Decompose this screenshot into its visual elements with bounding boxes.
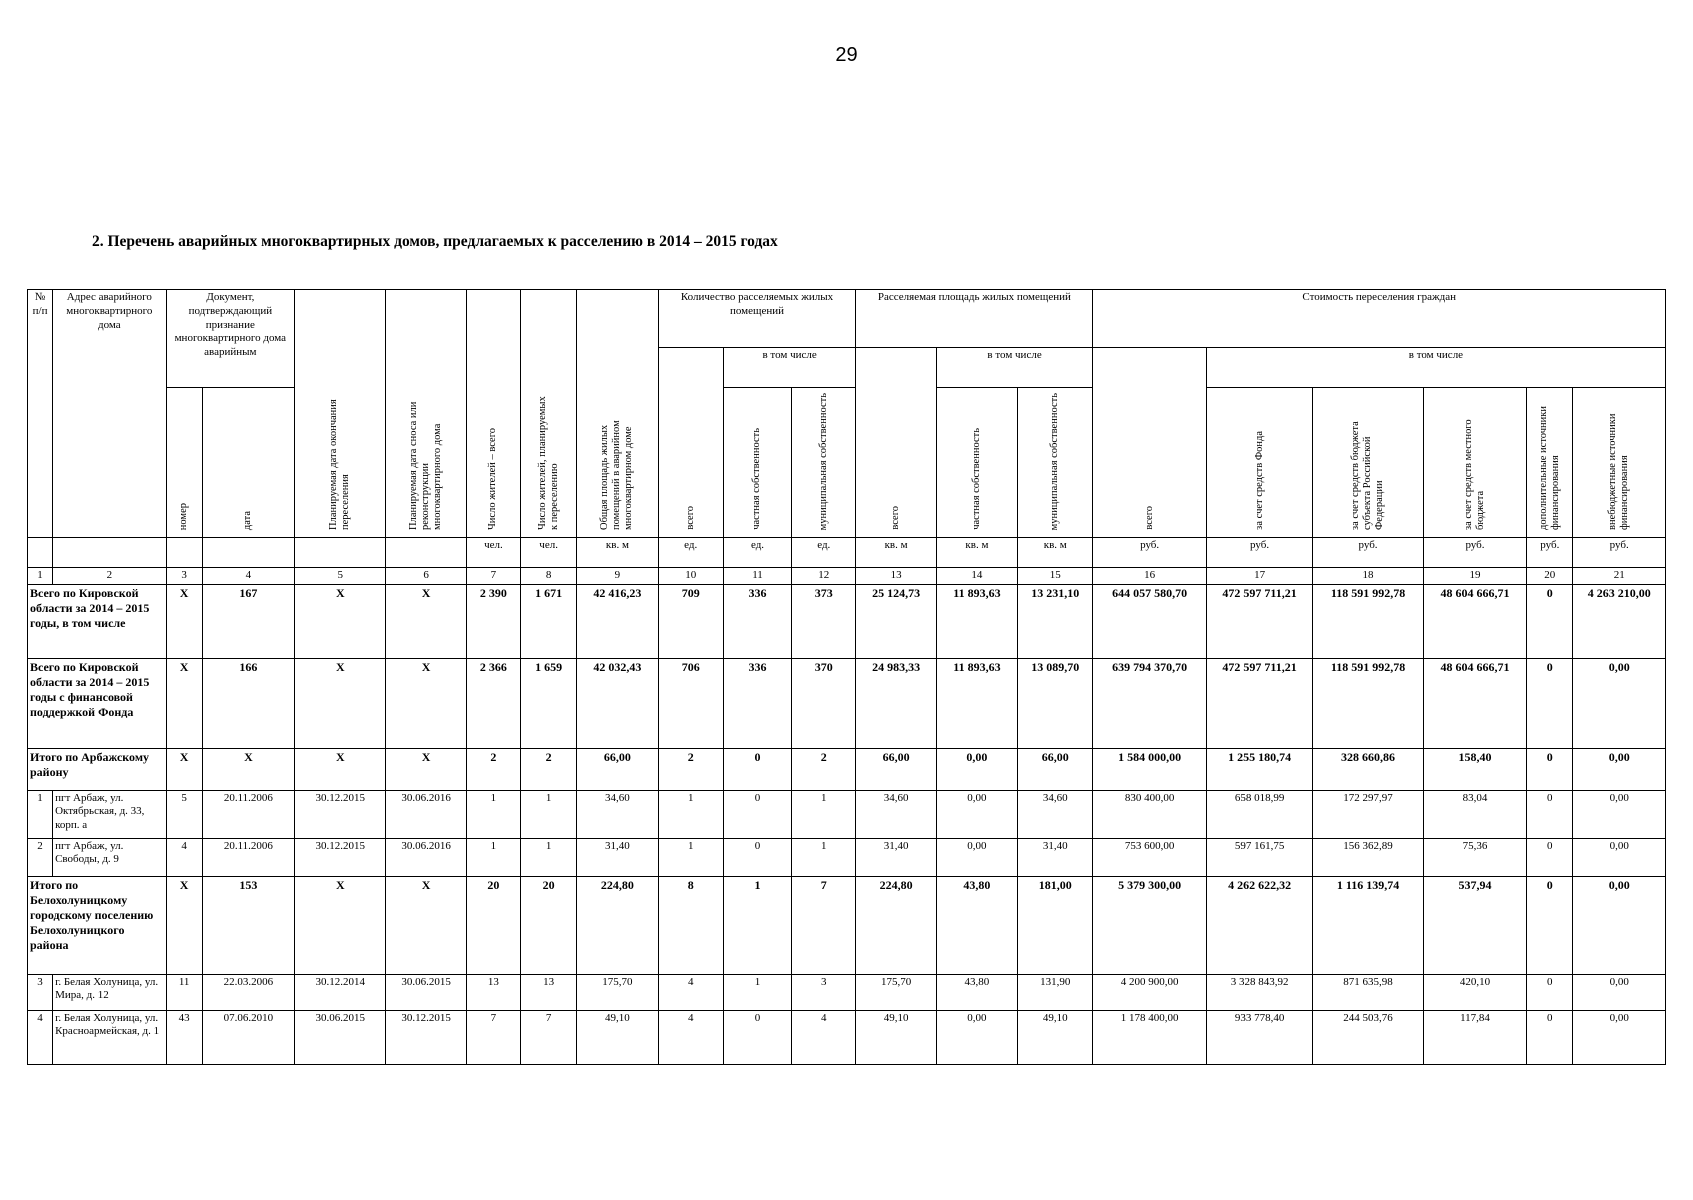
unit-cell: руб. xyxy=(1313,537,1423,567)
table-cell: 370 xyxy=(792,658,856,748)
unit-cell: руб. xyxy=(1423,537,1526,567)
table-cell: 420,10 xyxy=(1423,974,1526,1010)
table-cell: 7 xyxy=(466,1010,520,1064)
table-cell: X xyxy=(386,584,466,658)
table-cell: 30.06.2016 xyxy=(386,838,466,876)
table-cell: 30.12.2015 xyxy=(386,1010,466,1064)
table-cell: 30.06.2016 xyxy=(386,790,466,838)
table-cell: 0,00 xyxy=(1573,1010,1666,1064)
column-number: 1 xyxy=(28,567,53,584)
summary-row xyxy=(28,876,1666,974)
table-cell: 42 416,23 xyxy=(577,584,658,658)
table-cell: 43,80 xyxy=(936,876,1017,974)
table-cell: 49,10 xyxy=(1018,1010,1093,1064)
table-row xyxy=(28,974,1666,1010)
table-cell: 117,84 xyxy=(1423,1010,1526,1064)
table-cell: 709 xyxy=(658,584,723,658)
table-cell: 167 xyxy=(202,584,294,658)
header-premises-area: Расселяемая площадь жилых помещений xyxy=(856,290,1093,348)
table-cell: X xyxy=(202,748,294,790)
column-number: 9 xyxy=(577,567,658,584)
table-cell: 7 xyxy=(792,876,856,974)
table-cell: X xyxy=(386,658,466,748)
table-cell: 336 xyxy=(723,584,791,658)
table-cell: 66,00 xyxy=(856,748,936,790)
table-row xyxy=(28,790,1666,838)
table-cell: 5 xyxy=(166,790,202,838)
table-cell: 1 xyxy=(723,974,791,1010)
table-cell: 2 xyxy=(521,748,577,790)
header-address: Адрес аварийного многоквартирного дома xyxy=(53,290,166,538)
table-cell: 4 200 900,00 xyxy=(1093,974,1206,1010)
column-number: 3 xyxy=(166,567,202,584)
header-document: Документ, подтверждающий признание многоквартирного дома аварийным xyxy=(166,290,295,388)
table-cell: X xyxy=(386,748,466,790)
table-cell: 472 597 711,21 xyxy=(1206,658,1312,748)
column-number: 14 xyxy=(936,567,1017,584)
table-cell: 13 089,70 xyxy=(1018,658,1093,748)
unit-cell: кв. м xyxy=(856,537,936,567)
table-cell: X xyxy=(166,876,202,974)
table-cell: 537,94 xyxy=(1423,876,1526,974)
table-cell: 30.06.2015 xyxy=(386,974,466,1010)
table-cell: 13 xyxy=(466,974,520,1010)
table-cell: 30.06.2015 xyxy=(295,1010,386,1064)
table-cell: 1 xyxy=(658,790,723,838)
column-number: 11 xyxy=(723,567,791,584)
unit-cell: руб. xyxy=(1093,537,1206,567)
table-cell: 1 xyxy=(521,838,577,876)
row-address: г. Белая Холуница, ул. Мира, д. 12 xyxy=(53,974,166,1010)
table-cell: 175,70 xyxy=(856,974,936,1010)
column-number: 5 xyxy=(295,567,386,584)
table-cell: 1 xyxy=(466,790,520,838)
summary-row xyxy=(28,658,1666,748)
table-cell: 175,70 xyxy=(577,974,658,1010)
table-cell: 30.12.2015 xyxy=(295,790,386,838)
column-number: 15 xyxy=(1018,567,1093,584)
unit-cell: чел. xyxy=(521,537,577,567)
table-cell: 1 xyxy=(521,790,577,838)
table-cell: 118 591 992,78 xyxy=(1313,584,1423,658)
unit-cell: руб. xyxy=(1573,537,1666,567)
row-number: 4 xyxy=(28,1010,53,1064)
table-cell: 48 604 666,71 xyxy=(1423,658,1526,748)
header-cost-including: в том числе xyxy=(1206,348,1665,388)
table-cell: 31,40 xyxy=(856,838,936,876)
table-cell: 0,00 xyxy=(1573,748,1666,790)
table-cell: X xyxy=(386,876,466,974)
table-cell: X xyxy=(166,748,202,790)
table-cell: 0,00 xyxy=(936,790,1017,838)
table-cell: 31,40 xyxy=(1018,838,1093,876)
table-cell: 49,10 xyxy=(577,1010,658,1064)
unit-cell: руб. xyxy=(1206,537,1312,567)
table-cell: 0,00 xyxy=(1573,974,1666,1010)
header-cost-subject-budget: за счет средств бюджета субъекта Российской Федерации xyxy=(1313,388,1423,538)
row-address: пгт Арбаж, ул. Октябрьская, д. 33, корп. а xyxy=(53,790,166,838)
table-cell: 5 379 300,00 xyxy=(1093,876,1206,974)
unit-cell: чел. xyxy=(466,537,520,567)
table-cell: 4 xyxy=(166,838,202,876)
table-cell: 0,00 xyxy=(1573,838,1666,876)
table-cell: 0 xyxy=(1527,876,1573,974)
column-number: 12 xyxy=(792,567,856,584)
column-number: 7 xyxy=(466,567,520,584)
unit-cell: ед. xyxy=(792,537,856,567)
table-cell: 34,60 xyxy=(856,790,936,838)
header-doc-number: номер xyxy=(166,388,202,538)
table-cell: 0,00 xyxy=(936,748,1017,790)
header-residents-planned: Число жителей, планируемых к переселению xyxy=(521,290,577,538)
table-cell: 1 xyxy=(723,876,791,974)
table-cell: 0 xyxy=(1527,1010,1573,1064)
header-residents-total: Число жителей – всего xyxy=(466,290,520,538)
table-cell: 2 xyxy=(792,748,856,790)
table-cell: 0 xyxy=(1527,790,1573,838)
table-cell: 1 178 400,00 xyxy=(1093,1010,1206,1064)
table-cell: 0 xyxy=(723,748,791,790)
table-cell: X xyxy=(295,584,386,658)
table-cell: 22.03.2006 xyxy=(202,974,294,1010)
table-cell: 49,10 xyxy=(856,1010,936,1064)
table-cell: 2 366 xyxy=(466,658,520,748)
header-area-including: в том числе xyxy=(936,348,1093,388)
summary-row xyxy=(28,584,1666,658)
table-cell: 31,40 xyxy=(577,838,658,876)
table-cell: 0 xyxy=(723,1010,791,1064)
unit-cell: ед. xyxy=(658,537,723,567)
table-cell: 158,40 xyxy=(1423,748,1526,790)
page-number: 29 xyxy=(835,44,858,66)
column-number: 20 xyxy=(1527,567,1573,584)
table-cell: 1 xyxy=(466,838,520,876)
row-label: Итого по Арбажскому району xyxy=(28,748,167,790)
header-cost-extra-budget: внебюджетные источники финансирования xyxy=(1573,388,1666,538)
table-cell: 933 778,40 xyxy=(1206,1010,1312,1064)
unit-cell: кв. м xyxy=(1018,537,1093,567)
table-cell: X xyxy=(295,876,386,974)
table-cell: 4 xyxy=(792,1010,856,1064)
table-cell: 4 262 622,32 xyxy=(1206,876,1312,974)
column-number-row xyxy=(28,567,1666,584)
table-cell: 0 xyxy=(1527,838,1573,876)
table-cell: 75,36 xyxy=(1423,838,1526,876)
unit-cell xyxy=(53,537,166,567)
row-label: Всего по Кировской области за 2014 – 2015 годы с финансовой поддержкой Фонда xyxy=(28,658,167,748)
header-count-including: в том числе xyxy=(723,348,856,388)
table-cell: 172 297,97 xyxy=(1313,790,1423,838)
table-cell: 0,00 xyxy=(936,1010,1017,1064)
table-cell: 20.11.2006 xyxy=(202,790,294,838)
housing-register-table xyxy=(27,289,1666,1065)
table-cell: 0 xyxy=(1527,974,1573,1010)
header-area-total: всего xyxy=(856,348,936,538)
table-cell: X xyxy=(166,658,202,748)
unit-cell: руб. xyxy=(1527,537,1573,567)
table-cell: 328 660,86 xyxy=(1313,748,1423,790)
table-cell: 11 xyxy=(166,974,202,1010)
table-cell: 153 xyxy=(202,876,294,974)
table-cell: 472 597 711,21 xyxy=(1206,584,1312,658)
table-cell: 373 xyxy=(792,584,856,658)
table-cell: 66,00 xyxy=(577,748,658,790)
table-cell: 11 893,63 xyxy=(936,658,1017,748)
table-cell: 3 328 843,92 xyxy=(1206,974,1312,1010)
unit-cell: кв. м xyxy=(936,537,1017,567)
header-num: № п/п xyxy=(28,290,53,538)
header-planned-demolition: Планируемая дата сноса или реконструкции многоквартирного дома xyxy=(386,290,466,538)
header-area-municipal: муниципальная собственность xyxy=(1018,388,1093,538)
table-cell: 0,00 xyxy=(936,838,1017,876)
header-cost-additional: дополнительные источники финансирования xyxy=(1527,388,1573,538)
table-cell: 42 032,43 xyxy=(577,658,658,748)
table-cell: 2 390 xyxy=(466,584,520,658)
row-address: пгт Арбаж, ул. Свободы, д. 9 xyxy=(53,838,166,876)
table-cell: 1 671 xyxy=(521,584,577,658)
table-cell: 2 xyxy=(658,748,723,790)
table-cell: 0 xyxy=(723,790,791,838)
table-cell: 2 xyxy=(466,748,520,790)
column-number: 4 xyxy=(202,567,294,584)
table-cell: 131,90 xyxy=(1018,974,1093,1010)
header-doc-date: дата xyxy=(202,388,294,538)
table-body xyxy=(28,567,1666,1064)
row-number: 3 xyxy=(28,974,53,1010)
table-cell: 1 584 000,00 xyxy=(1093,748,1206,790)
table-cell: 166 xyxy=(202,658,294,748)
table-cell: X xyxy=(295,658,386,748)
unit-cell xyxy=(28,537,53,567)
table-cell: X xyxy=(295,748,386,790)
table-cell: 244 503,76 xyxy=(1313,1010,1423,1064)
header-count-total: всего xyxy=(658,348,723,538)
unit-cell xyxy=(166,537,202,567)
table-cell: 13 xyxy=(521,974,577,1010)
table-cell: 0 xyxy=(723,838,791,876)
table-cell: 24 983,33 xyxy=(856,658,936,748)
table-cell: 1 xyxy=(792,790,856,838)
table-cell: 753 600,00 xyxy=(1093,838,1206,876)
table-cell: 0 xyxy=(1527,584,1573,658)
table-cell: 0,00 xyxy=(1573,658,1666,748)
table-cell: 224,80 xyxy=(577,876,658,974)
table-cell: 07.06.2010 xyxy=(202,1010,294,1064)
table-cell: 0 xyxy=(1527,658,1573,748)
table-cell: 43,80 xyxy=(936,974,1017,1010)
table-cell: 0,00 xyxy=(1573,790,1666,838)
table-cell: 8 xyxy=(658,876,723,974)
header-cost: Стоимость переселения граждан xyxy=(1093,290,1666,348)
table-cell: 1 xyxy=(792,838,856,876)
table-cell: 43 xyxy=(166,1010,202,1064)
row-number: 2 xyxy=(28,838,53,876)
table-cell: 830 400,00 xyxy=(1093,790,1206,838)
table-cell: 1 xyxy=(658,838,723,876)
header-area-private: частная собственность xyxy=(936,388,1017,538)
header-cost-local-budget: за счет средств местного бюджета xyxy=(1423,388,1526,538)
table-cell: 48 604 666,71 xyxy=(1423,584,1526,658)
table-cell: 4 xyxy=(658,974,723,1010)
column-number: 8 xyxy=(521,567,577,584)
table-cell: 1 116 139,74 xyxy=(1313,876,1423,974)
table-cell: 181,00 xyxy=(1018,876,1093,974)
unit-cell: ед. xyxy=(723,537,791,567)
summary-row xyxy=(28,748,1666,790)
table-cell: 3 xyxy=(792,974,856,1010)
table-cell: 20.11.2006 xyxy=(202,838,294,876)
table-cell: 871 635,98 xyxy=(1313,974,1423,1010)
table-cell: 11 893,63 xyxy=(936,584,1017,658)
column-number: 17 xyxy=(1206,567,1312,584)
row-label: Всего по Кировской области за 2014 – 2015 годы, в том числе xyxy=(28,584,167,658)
table-cell: 644 057 580,70 xyxy=(1093,584,1206,658)
header-premises-count: Количество расселяемых жилых помещений xyxy=(658,290,856,348)
table-cell: 34,60 xyxy=(1018,790,1093,838)
table-cell: 336 xyxy=(723,658,791,748)
table-cell: 639 794 370,70 xyxy=(1093,658,1206,748)
table-cell: 1 255 180,74 xyxy=(1206,748,1312,790)
unit-cell xyxy=(386,537,466,567)
table-cell: 706 xyxy=(658,658,723,748)
table-cell: X xyxy=(166,584,202,658)
table-cell: 118 591 992,78 xyxy=(1313,658,1423,748)
table-cell: 30.12.2014 xyxy=(295,974,386,1010)
table-cell: 224,80 xyxy=(856,876,936,974)
table-cell: 1 659 xyxy=(521,658,577,748)
table-cell: 83,04 xyxy=(1423,790,1526,838)
table-cell: 156 362,89 xyxy=(1313,838,1423,876)
table-cell: 0 xyxy=(1527,748,1573,790)
header-total-area: Общая площадь жилых помещений в аварийном многоквартирном доме xyxy=(577,290,658,538)
table-cell: 0,00 xyxy=(1573,876,1666,974)
table-cell: 4 xyxy=(658,1010,723,1064)
table-cell: 4 263 210,00 xyxy=(1573,584,1666,658)
table-cell: 34,60 xyxy=(577,790,658,838)
table-cell: 20 xyxy=(521,876,577,974)
column-number: 10 xyxy=(658,567,723,584)
unit-cell xyxy=(202,537,294,567)
table-cell: 20 xyxy=(466,876,520,974)
unit-cell: кв. м xyxy=(577,537,658,567)
column-number: 16 xyxy=(1093,567,1206,584)
column-number: 2 xyxy=(53,567,166,584)
column-number: 21 xyxy=(1573,567,1666,584)
unit-cell xyxy=(295,537,386,567)
header-count-private: частная собственность xyxy=(723,388,791,538)
table-row xyxy=(28,838,1666,876)
table-row xyxy=(28,1010,1666,1064)
column-number: 19 xyxy=(1423,567,1526,584)
header-cost-total: всего xyxy=(1093,348,1206,538)
table-cell: 597 161,75 xyxy=(1206,838,1312,876)
header-cost-fund: за счет средств Фонда xyxy=(1206,388,1312,538)
header-count-municipal: муниципальная собственность xyxy=(792,388,856,538)
row-label: Итого по Белохолуницкому городскому поселению Белохолуницкого района xyxy=(28,876,167,974)
row-number: 1 xyxy=(28,790,53,838)
table-cell: 658 018,99 xyxy=(1206,790,1312,838)
column-number: 13 xyxy=(856,567,936,584)
table-cell: 25 124,73 xyxy=(856,584,936,658)
column-number: 6 xyxy=(386,567,466,584)
document-title: 2. Перечень аварийных многоквартирных домов, предлагаемых к расселению в 2014 – 2015 годах xyxy=(92,233,778,250)
column-number: 18 xyxy=(1313,567,1423,584)
table-cell: 66,00 xyxy=(1018,748,1093,790)
row-address: г. Белая Холуница, ул. Красноармейская, д. 1 xyxy=(53,1010,166,1064)
table-cell: 7 xyxy=(521,1010,577,1064)
header-planned-end: Планируемая дата окончания переселения xyxy=(295,290,386,538)
table-cell: 30.12.2015 xyxy=(295,838,386,876)
table-cell: 13 231,10 xyxy=(1018,584,1093,658)
